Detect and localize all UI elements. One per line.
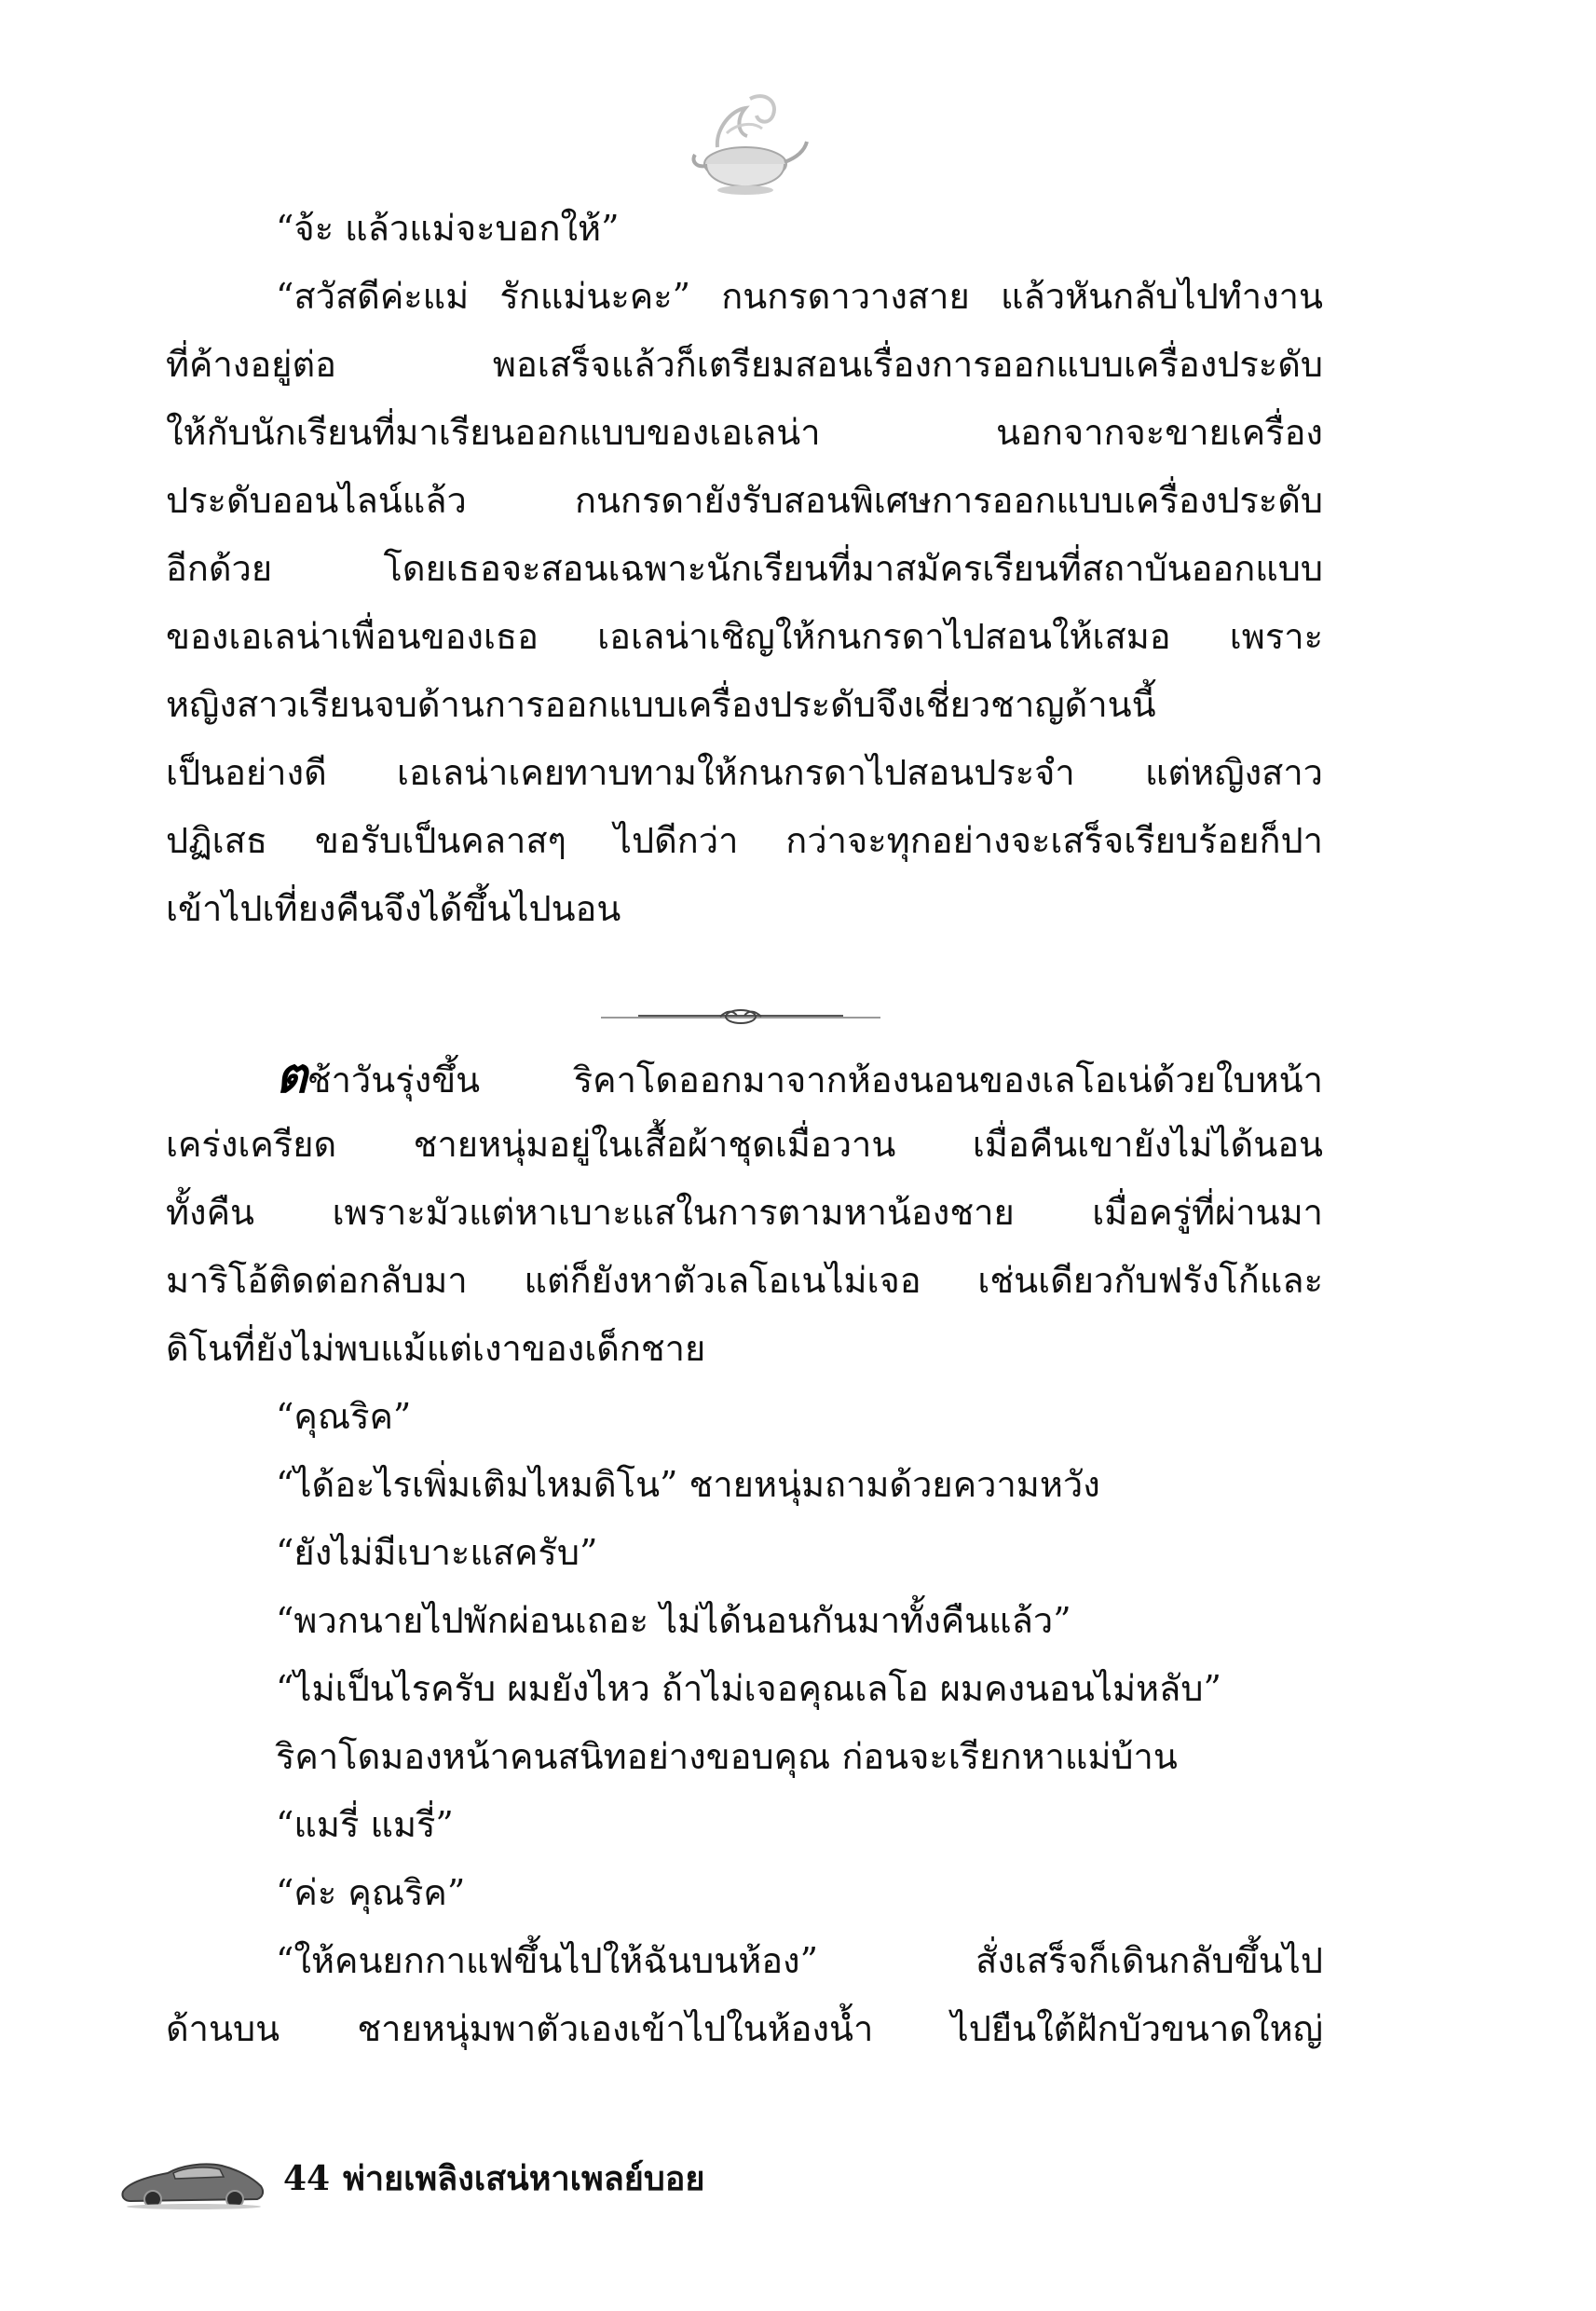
teapot-ornament-icon: [680, 82, 811, 198]
text-line: “คุณริค”: [276, 1396, 412, 1437]
text-line: เป็นอย่างดี เอเลน่าเคยทาบทามให้กนกรดาไปสอนประจำ แต่หญิงสาว: [166, 752, 1323, 793]
text-line: ด้านบน ชายหนุ่มพาตัวเองเข้าไปในห้องน้ำ ไปยืนใต้ฝักบัวขนาดใหญ่: [166, 2008, 1323, 2049]
drop-cap: ต: [276, 1047, 307, 1104]
text-line: “แมรี่ แมรี่”: [276, 1804, 454, 1845]
text-line: ให้กับนักเรียนที่มาเรียนออกแบบของเอเลน่า นอกจากจะขายเครื่อง: [166, 412, 1323, 453]
text-line: ประดับออนไลน์แล้ว กนกรดายังรับสอนพิเศษการออกแบบเครื่องประดับ: [166, 480, 1323, 521]
text-line: ที่ค้างอยู่ต่อ พอเสร็จแล้วก็เตรียมสอนเรื่องการออกแบบเครื่องประดับ: [166, 344, 1323, 385]
text-line: ปฏิเสธ ขอรับเป็นคลาสๆ ไปดีกว่า กว่าจะทุกอย่างจะเสร็จเรียบร้อยก็ปา: [166, 820, 1323, 861]
text-line: “จ้ะ แล้วแม่จะบอกให้”: [276, 208, 620, 249]
sports-car-icon: [119, 2149, 268, 2210]
text-line: “ค่ะ คุณริค”: [276, 1872, 466, 1913]
page-footer: [119, 2145, 958, 2220]
text-line: “สวัสดีค่ะแม่ รักแม่นะคะ” กนกรดาวางสาย แล้วหันกลับไปทำงาน: [276, 276, 1323, 317]
text-line: “พวกนายไปพักผ่อนเถอะ ไม่ได้นอนกันมาทั้งคืนแล้ว”: [276, 1600, 1071, 1641]
text-line: หญิงสาวเรียนจบด้านการออกแบบเครื่องประดับจึงเชี่ยวชาญด้านนี้: [166, 684, 1156, 725]
page-number: 44: [283, 2159, 331, 2198]
text-line: เข้าไปเที่ยงคืนจึงได้ขึ้นไปนอน: [166, 888, 621, 929]
text-line-rest: ช้าวันรุ่งขึ้น ริคาโดออกมาจากห้องนอนของเลโอเน่ด้วยใบหน้า: [307, 1060, 1323, 1101]
text-line: มาริโอ้ติดต่อกลับมา แต่ก็ยังหาตัวเลโอเนไม่เจอ เช่นเดียวกับฟรังโก้และ: [166, 1260, 1323, 1301]
text-line: ดิโนที่ยังไม่พบแม้แต่เงาของเด็กชาย: [166, 1328, 706, 1369]
text-line: ริคาโดมองหน้าคนสนิทอย่างขอบคุณ ก่อนจะเรียกหาแม่บ้าน: [276, 1736, 1178, 1777]
text-line: ของเอเลน่าเพื่อนของเธอ เอเลน่าเชิญให้กนกรดาไปสอนให้เสมอ เพราะ: [166, 616, 1323, 657]
text-line: ทั้งคืน เพราะมัวแต่หาเบาะแสในการตามหาน้องชาย เมื่อครู่ที่ผ่านมา: [166, 1192, 1323, 1233]
text-line: “ได้อะไรเพิ่มเติมไหมดิโน” ชายหนุ่มถามด้วยความหวัง: [276, 1464, 1100, 1505]
text-line: อีกด้วย โดยเธอจะสอนเฉพาะนักเรียนที่มาสมัครเรียนที่สถาบันออกแบบ: [166, 548, 1323, 589]
text-line: “ให้คนยกกาแฟขึ้นไปให้ฉันบนห้อง” สั่งเสร็จก็เดินกลับขึ้นไป: [276, 1940, 1323, 1981]
text-line: “ไม่เป็นไรครับ ผมยังไหว ถ้าไม่เจอคุณเลโอ ผมคงนอนไม่หลับ”: [276, 1668, 1221, 1709]
running-footer: [283, 2153, 704, 2205]
text-line: เคร่งเครียด ชายหนุ่มอยู่ในเสื้อผ้าชุดเมื่อวาน เมื่อคืนเขายังไม่ได้นอน: [166, 1124, 1323, 1165]
section-divider-ornament: [601, 1006, 880, 1029]
text-line-dropcap: [276, 1044, 1323, 1109]
book-title: พ่ายเพลิงเสน่หาเพลย์บอย: [343, 2159, 705, 2198]
text-line: “ยังไม่มีเบาะแสครับ”: [276, 1532, 598, 1573]
